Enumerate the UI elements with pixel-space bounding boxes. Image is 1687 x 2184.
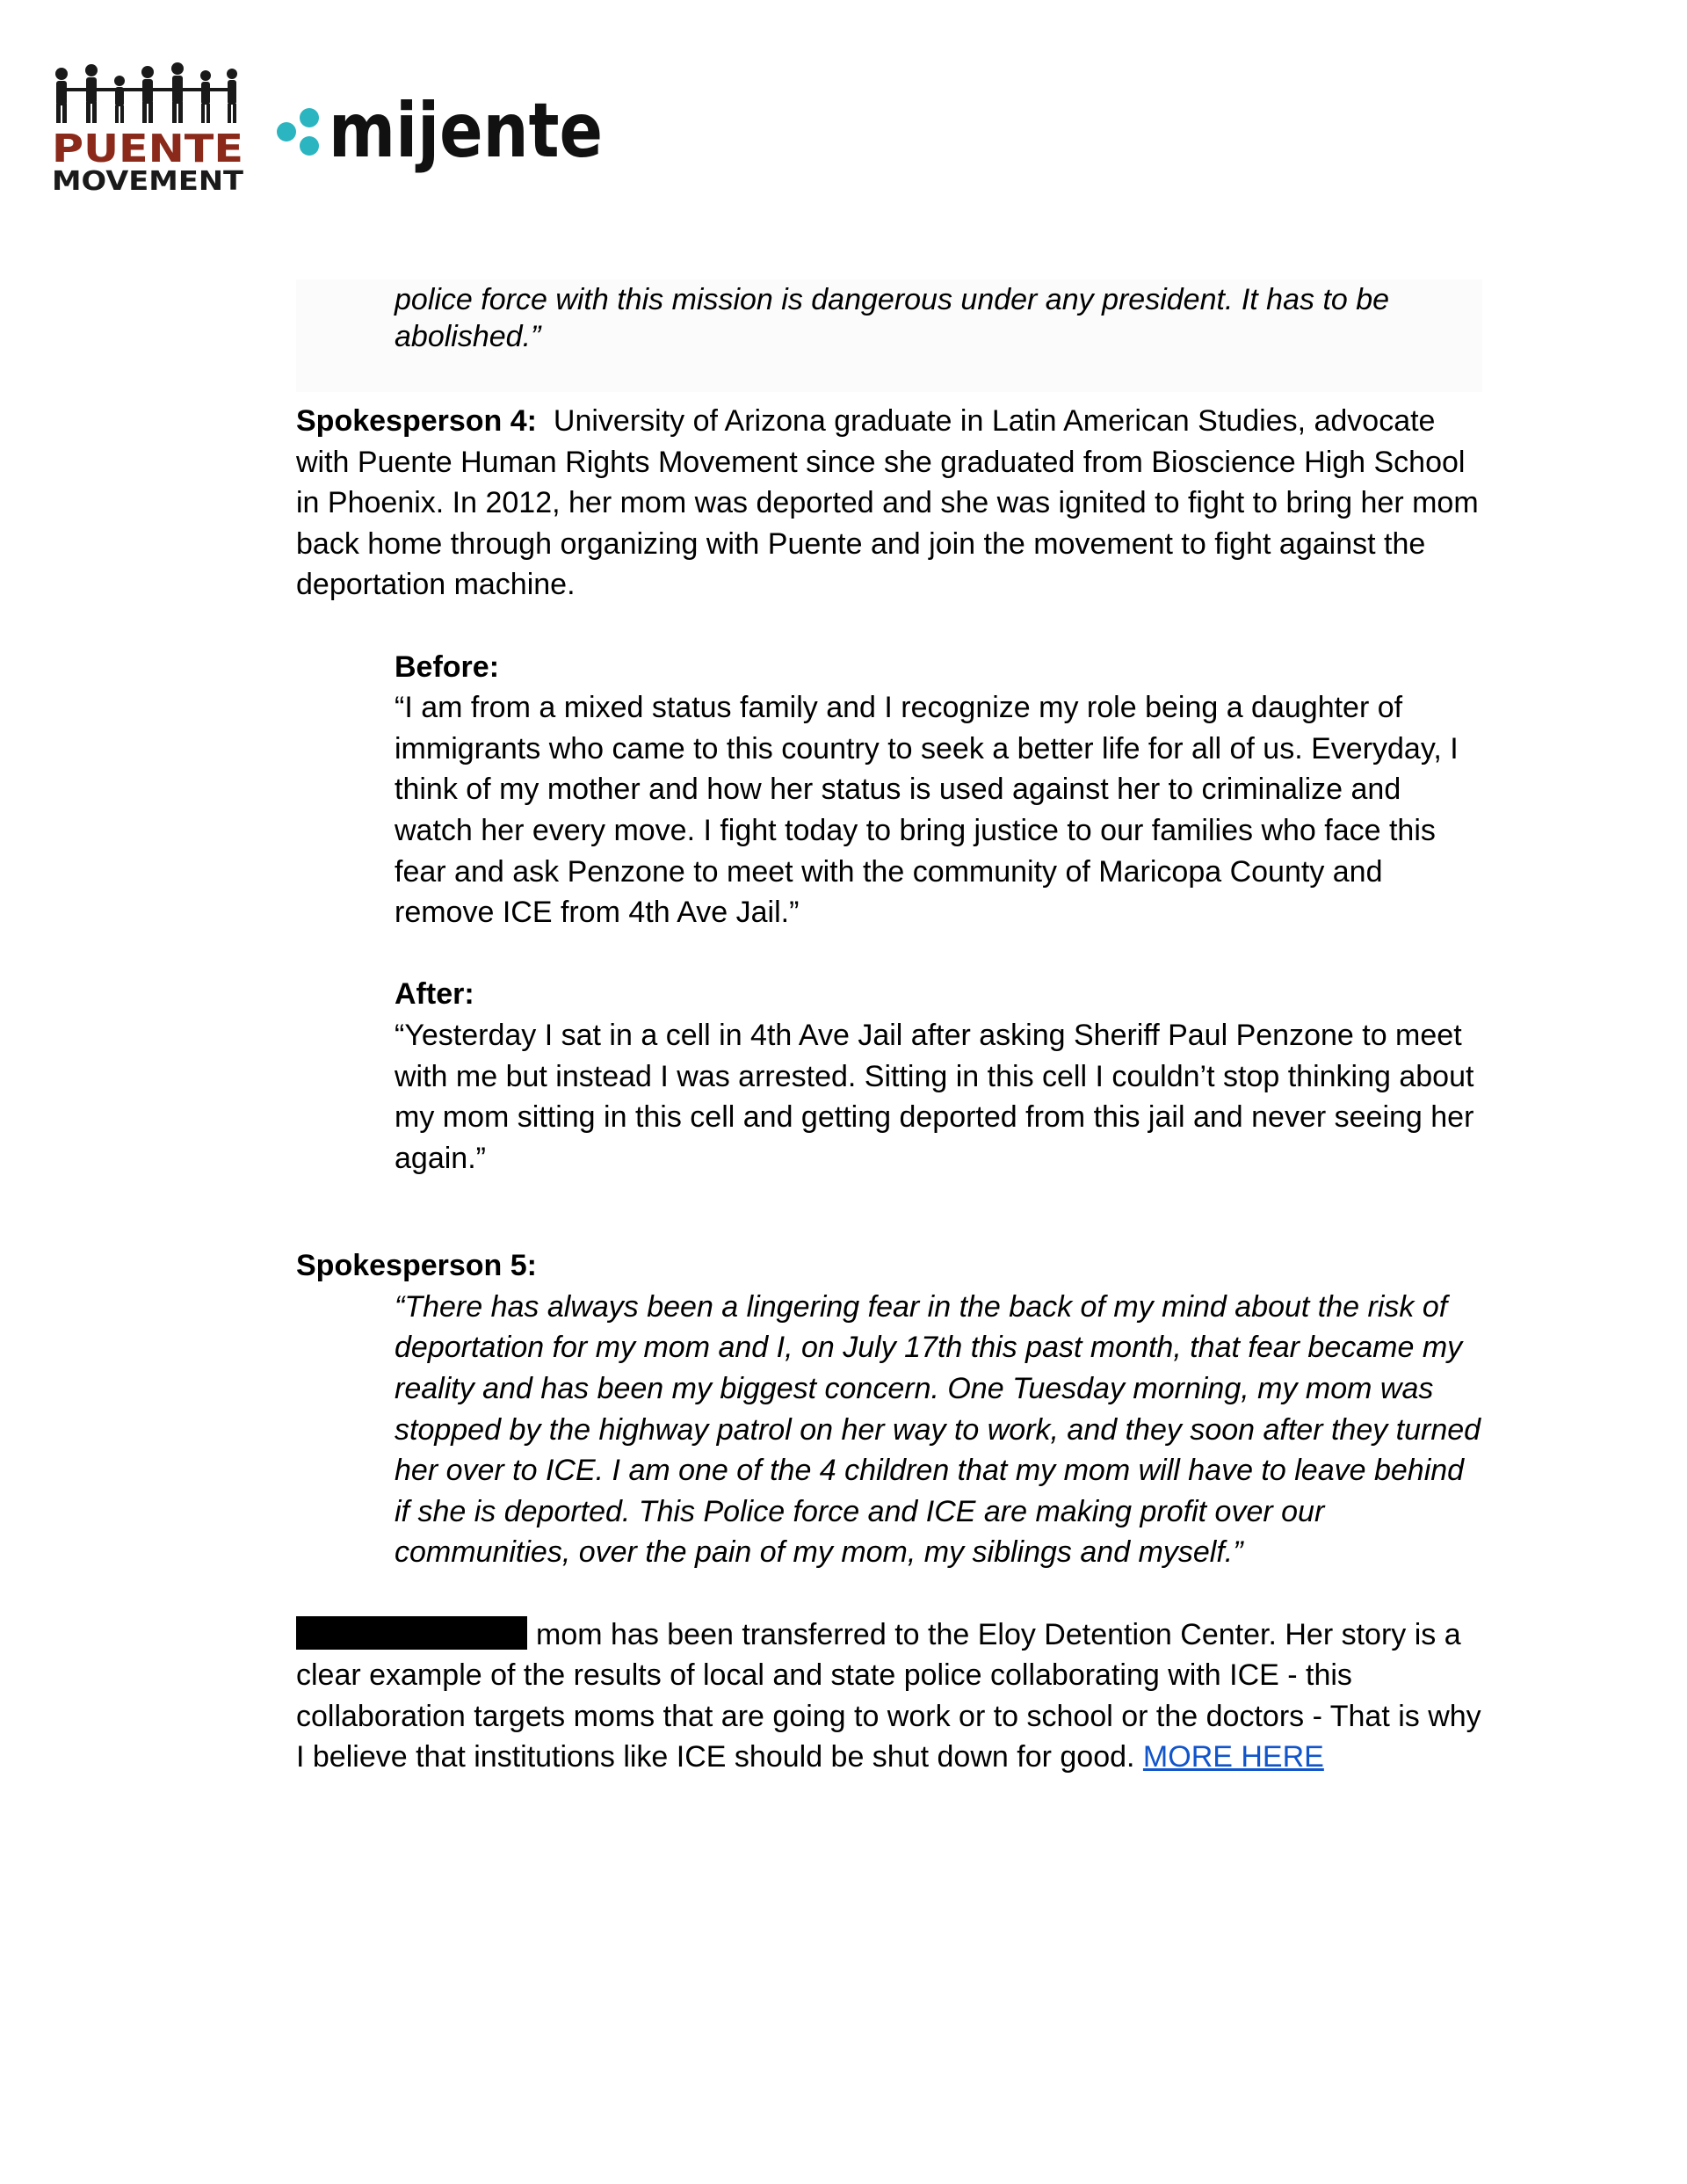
mijente-logo-wordmark: mijente <box>329 87 603 175</box>
continued-quote-block <box>296 279 1482 392</box>
document-body <box>296 279 1482 1778</box>
spokesperson-4-label: Spokesperson 4: <box>296 404 537 438</box>
mijente-dot-icon <box>300 136 319 156</box>
puente-logo-wordmark: PUENTE <box>52 127 243 171</box>
spokesperson-5-heading <box>296 1245 1482 1287</box>
header <box>49 62 603 202</box>
before-label: Before: <box>395 649 500 684</box>
after-quote: “Yesterday I sat in a cell in 4th Ave Jail after asking Sheriff Paul Penzone to meet with me but instead I was arrested. Sitting in this cell I couldn’t stop thinking about my mom sitting in this cell and getting deported from this jail and never seeing her again.” <box>395 1018 1474 1175</box>
puente-logo-subtitle: MOVEMENT <box>52 166 244 197</box>
after-label: After: <box>395 977 474 1012</box>
spokesperson-5-quote: “There has always been a lingering fear in the back of my mind about the risk of deportation for my mom and I, on July 17th this past month, that fear became my reality and has been my biggest concern. One Tuesday morning, my mom was stopped by the highway patrol on her way to work, and they soon after they turned her over to ICE. I am one of the 4 children that my mom will have to leave behind if she is deported. This Police force and ICE are making profit over our communities, over the pain of my mom, my siblings and myself.” <box>395 1289 1481 1570</box>
spokesperson-4-bio: University of Arizona graduate in Latin American Studies, advocate with Puente Human Rights Movement since she graduated from Bioscience High School in Phoenix. In 2012, her mom was deported and she was ignited to fight to bring her mom back home through organizing with Puente and join the movement to fight against the deportation machine. <box>296 404 1479 602</box>
before-quote: “I am from a mixed status family and I recognize my role being a daughter of immigrants who came to this country to seek a better life for all of us. Everyday, I think of my mother and how her status is used against her to criminalize and watch her every move. I fight today to bring justice to our families who face this fear and ask Penzone to meet with the community of Maricopa County and remove ICE from 4th Ave Jail.” <box>395 691 1459 930</box>
spokesperson-5-section <box>395 1287 1482 1573</box>
mijente-dot-icon <box>300 108 319 127</box>
redacted-name <box>296 1616 527 1650</box>
before-section <box>395 647 1482 933</box>
spokesperson-5-label: Spokesperson 5: <box>296 1249 537 1283</box>
continued-quote: police force with this mission is dangerous under any president. It has to be abolished.” <box>395 283 1390 353</box>
mijente-logo <box>274 88 608 185</box>
after-section <box>395 974 1482 1179</box>
more-here-link[interactable]: MORE HERE <box>1142 1740 1324 1774</box>
spokesperson-4-paragraph <box>296 401 1482 606</box>
closing-paragraph <box>296 1614 1482 1778</box>
closing-text: mom has been transferred to the Eloy Detention Center. Her story is a clear example of the results of local and state police collaborating with ICE - this collaboration targets moms that are going to work or to school or the doctors - That is why I believe that institutions like ICE should be shut down for good. <box>296 1617 1481 1774</box>
mijente-dot-icon <box>277 122 296 141</box>
puente-movement-logo <box>49 62 246 197</box>
